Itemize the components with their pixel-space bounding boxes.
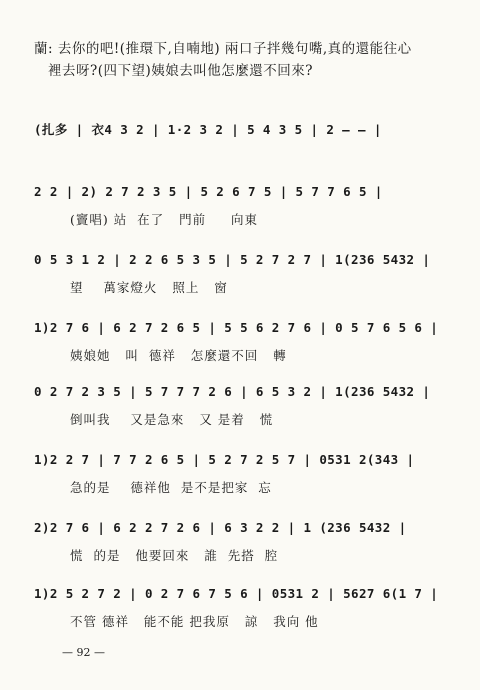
- lyric-row-4: 姨娘她 叫 德祥 怎麼還不回 轉: [70, 348, 287, 363]
- notation-row-5: 0 2 7 2 3 5 | 5 7 7 7 2 6 | 6 5 3 2 | 1(236 5432 |: [34, 384, 431, 399]
- lyric-row-5: 倒叫我 又是急來 又 是着 慌: [70, 412, 274, 427]
- notation-row-6: 1)2 2 7 | 7 7 2 6 5 | 5 2 7 2 5 7 | 0531 2(343 |: [34, 452, 415, 467]
- lyric-row-6: 急的是 德祥他 是不是把家 忘: [70, 480, 272, 495]
- dialogue-text: [34, 38, 464, 82]
- notation-row-7: 2)2 7 6 | 6 2 2 7 2 6 | 6 3 2 2 | 1 (236 5432 |: [34, 520, 407, 535]
- dialogue-line-2: 裡去呀?(四下望)姨娘去叫他怎麼還不回來?: [48, 63, 314, 79]
- lyric-row-3: 望 萬家燈火 照上 窗: [70, 280, 228, 295]
- notation-row-3: 0 5 3 1 2 | 2 2 6 5 3 5 | 5 2 7 2 7 | 1(236 5432 |: [34, 252, 431, 267]
- notation-row-1: (扎多 | 衣4 3 2 | 1·2 3 2 | 5 4 3 5 | 2 — — |: [34, 122, 382, 137]
- lyric-row-7: 慌 的是 他要回來 誰 先搭 腔: [70, 548, 279, 563]
- notation-row-4: 1)2 7 6 | 6 2 7 2 6 5 | 5 5 6 2 7 6 | 0 5 7 6 5 6 |: [34, 320, 439, 335]
- notation-row-2: 2 2 | 2) 2 7 2 3 5 | 5 2 6 7 5 | 5 7 7 6 5 |: [34, 184, 383, 199]
- page-number: — 92 —: [62, 646, 105, 659]
- dialogue-line-1: 蘭: 去你的吧!(推環下,自喃地) 兩口子拌幾句嘴,真的還能往心: [34, 41, 412, 57]
- lyric-row-8: 不管 德祥 能不能 把我原 諒 我向 他: [70, 614, 319, 629]
- notation-row-8: 1)2 5 2 7 2 | 0 2 7 6 7 5 6 | 0531 2 | 5627 6(1 7 |: [34, 586, 439, 601]
- lyric-row-2: (竇唱) 站 在了 門前 向東: [70, 212, 258, 227]
